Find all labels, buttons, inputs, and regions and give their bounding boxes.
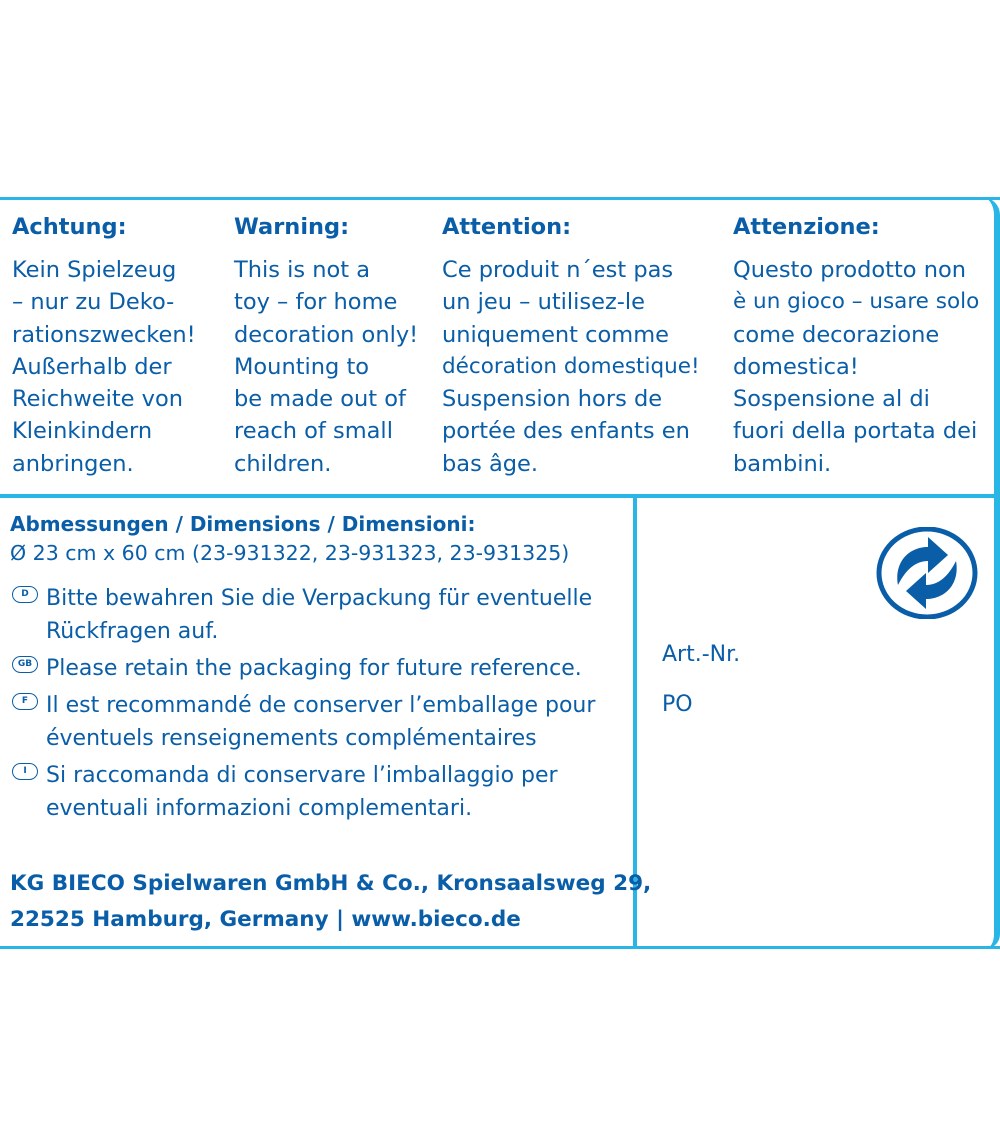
warning-line: toy – for home — [234, 289, 398, 316]
warning-line: Sospensione al di — [733, 386, 930, 413]
warning-en — [234, 212, 418, 480]
note-f — [10, 689, 630, 755]
note-i — [10, 759, 630, 825]
warning-line: Kleinkindern — [12, 418, 153, 445]
horizontal-divider — [0, 494, 1000, 498]
warning-line: Ce produit n´est pas — [442, 257, 674, 283]
warning-title: Attention: — [442, 214, 572, 240]
warning-title: Warning: — [234, 214, 350, 240]
warning-line: Questo prodotto non — [733, 257, 966, 283]
dimensions-value: Ø 23 cm x 60 cm (23-931322, 23-931323, 23-931325) — [10, 541, 570, 565]
warning-fr — [442, 212, 700, 480]
company-line-1: KG BIECO Spielwaren GmbH & Co., Kronsaalsweg 29, — [10, 871, 652, 896]
note-gb — [10, 652, 630, 685]
warning-line: – nur zu Deko- — [12, 289, 175, 316]
art-number-label: Art.-Nr. — [662, 642, 741, 667]
warning-it — [733, 212, 979, 480]
warning-line: Kein Spielzeug — [12, 257, 177, 283]
warning-line: fuori della portata dei — [733, 418, 978, 445]
company-address — [10, 866, 651, 938]
warning-title: Achtung: — [12, 214, 127, 240]
warning-line: anbringen. — [12, 450, 134, 477]
warning-line: be made out of — [234, 386, 406, 413]
note-line: Please retain the packaging for future reference. — [46, 656, 582, 681]
warning-de — [12, 212, 196, 480]
warning-line: bas âge. — [442, 450, 539, 477]
note-line: Il est recommandé de conserver l’emballage pour — [46, 693, 596, 718]
po-label: PO — [662, 692, 693, 717]
warning-line: è un gioco – usare solo — [733, 289, 980, 315]
warning-line: Suspension hors de — [442, 386, 663, 413]
info-panel — [10, 510, 630, 829]
warning-line: reach of small — [234, 418, 393, 445]
note-line: Si raccomanda di conservare l’imballaggio per — [46, 763, 558, 788]
warning-line: portée des enfants en — [442, 418, 690, 445]
warning-line: come decorazione — [733, 321, 940, 348]
language-badge-icon: I — [12, 763, 38, 780]
language-badge-icon: F — [12, 693, 38, 710]
language-badge-icon: GB — [12, 656, 38, 673]
warning-line: children. — [234, 450, 332, 477]
note-de — [10, 582, 630, 648]
note-line: Rückfragen auf. — [46, 619, 219, 644]
green-dot-recycling-icon — [876, 527, 978, 619]
warning-line: rationszwecken! — [12, 321, 196, 348]
warning-line: un jeu – utilisez-le — [442, 289, 646, 316]
warning-line: domestica! — [733, 353, 859, 380]
language-badge-icon: D — [12, 586, 38, 603]
warning-line: décoration domestique! — [442, 353, 700, 379]
warning-title: Attenzione: — [733, 214, 880, 240]
dimensions-title: Abmessungen / Dimensions / Dimensioni: — [10, 512, 476, 536]
warning-line: Außerhalb der — [12, 353, 172, 380]
note-line: Bitte bewahren Sie die Verpackung für eventuelle — [46, 586, 593, 611]
note-line: eventuali informazioni complementari. — [46, 796, 473, 821]
company-line-2: 22525 Hamburg, Germany | www.bieco.de — [10, 907, 521, 932]
warning-line: Reichweite von — [12, 386, 184, 413]
warning-line: decoration only! — [234, 321, 419, 348]
warning-row — [0, 200, 1000, 494]
warning-line: bambini. — [733, 450, 832, 477]
note-line: éventuels renseignements complémentaires — [46, 726, 537, 751]
warning-line: This is not a — [234, 257, 371, 283]
warning-line: uniquement comme — [442, 321, 669, 348]
warning-line: Mounting to — [234, 353, 370, 380]
